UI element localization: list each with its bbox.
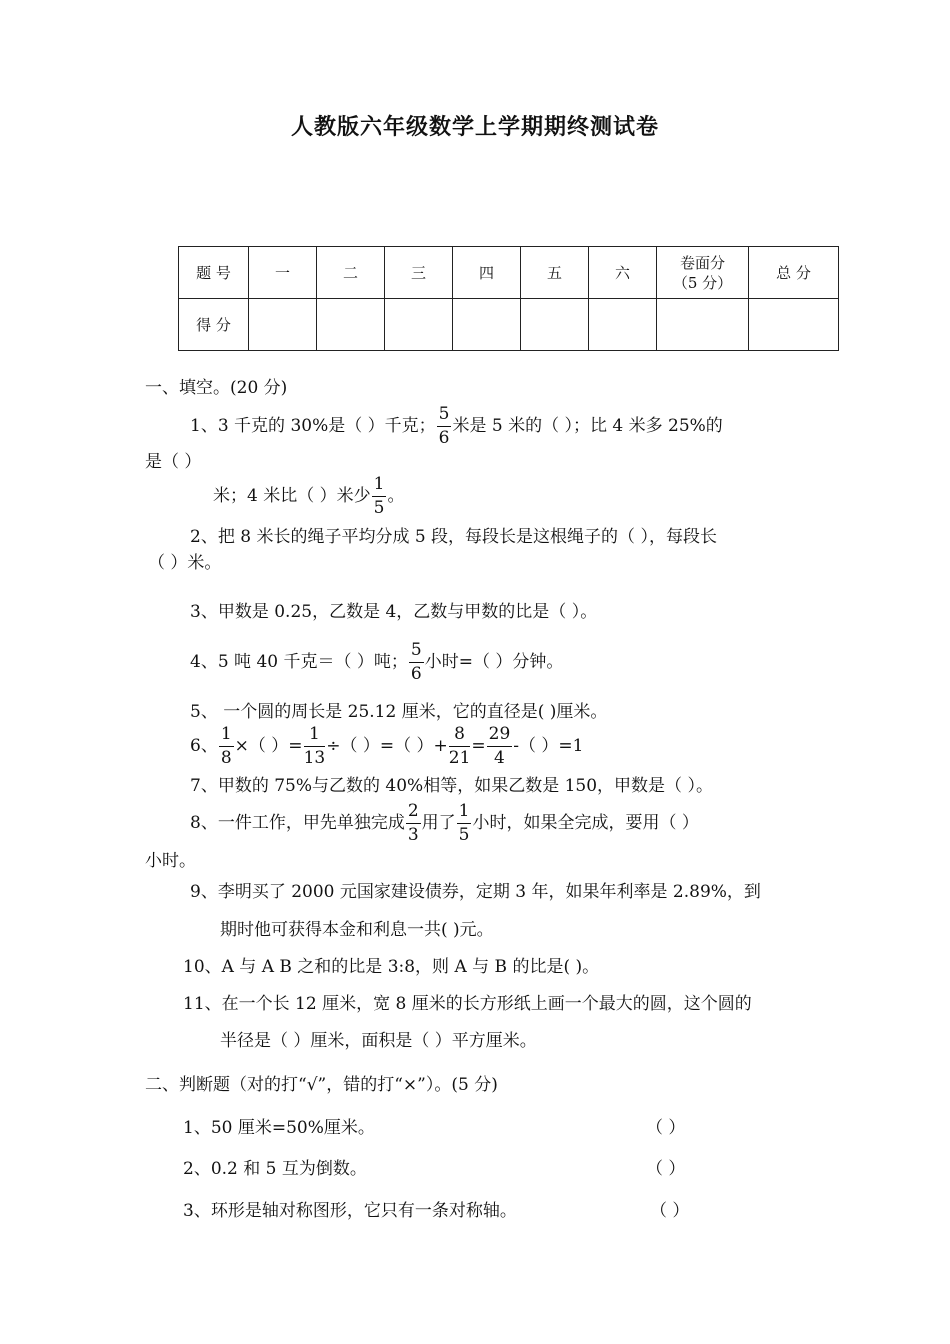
question-11-line2: 半径是（ ）厘米，面积是（ ）平方厘米。 bbox=[220, 1031, 537, 1051]
fraction bbox=[409, 642, 424, 683]
denominator: 6 bbox=[438, 428, 450, 448]
q6-text-2: ÷（ ）=（ ）+ bbox=[326, 736, 448, 756]
score-table bbox=[178, 246, 839, 351]
section2-heading: 二、判断题（对的打“√”，错的打“×”）。(5 分) bbox=[145, 1075, 498, 1095]
numerator: 5 bbox=[409, 642, 424, 663]
question-6 bbox=[190, 726, 584, 767]
question-1-line2: 是（ ） bbox=[145, 452, 202, 472]
question-2-line2: （ ）米。 bbox=[148, 553, 222, 573]
judgement-item-3-text: 3、环形是轴对称图形，它只有一条对称轴。 bbox=[183, 1201, 517, 1221]
question-9-line1: 9、李明买了 2000 元国家建设债券，定期 3 年，如果年利率是 2.89%，到 bbox=[190, 882, 761, 902]
question-3: 3、甲数是 0.25，乙数是 4，乙数与甲数的比是（ ）。 bbox=[190, 602, 598, 622]
q6-text-4: -（ ）=1 bbox=[513, 736, 584, 756]
fraction bbox=[487, 726, 513, 767]
q4-text-a: 4、5 吨 40 千克＝（ ）吨； bbox=[190, 652, 408, 672]
fraction bbox=[372, 476, 387, 517]
numerator: 5 bbox=[437, 406, 452, 427]
q6-text-1: ×（ ）= bbox=[234, 736, 303, 756]
header-cell-1: 一 bbox=[249, 247, 317, 299]
presentation-label: 卷面分 bbox=[679, 253, 725, 272]
fraction bbox=[304, 726, 326, 767]
question-11-line1: 11、在一个长 12 厘米，宽 8 厘米的长方形纸上画一个最大的圆，这个圆的 bbox=[183, 994, 752, 1014]
q6-text-3: = bbox=[471, 736, 486, 756]
question-1-line3 bbox=[213, 476, 404, 517]
question-4 bbox=[190, 642, 563, 683]
q1-text-b: 米是 5 米的（ ）；比 4 米多 25%的 bbox=[452, 416, 723, 436]
header-cell-5: 五 bbox=[521, 247, 589, 299]
score-cell-6[interactable] bbox=[589, 299, 657, 351]
denominator: 4 bbox=[494, 748, 505, 768]
score-row-label: 得 分 bbox=[179, 299, 249, 351]
judgement-item-2-text: 2、0.2 和 5 互为倒数。 bbox=[183, 1159, 367, 1179]
q1-text-a: 1、3 千克的 30%是（ ）千克； bbox=[190, 416, 436, 436]
score-cell-4[interactable] bbox=[453, 299, 521, 351]
fraction bbox=[406, 803, 421, 844]
fraction bbox=[457, 803, 472, 844]
q1-text-e: 。 bbox=[387, 486, 405, 506]
section1-heading: 一、填空。(20 分) bbox=[145, 378, 288, 398]
score-cell-total[interactable] bbox=[749, 299, 839, 351]
judgement-item-2-answer[interactable]: （ ） bbox=[646, 1159, 686, 1179]
q8-text-a: 8、一件工作，甲先单独完成 bbox=[190, 813, 405, 833]
q1-text-d: 米；4 米比（ ）米少 bbox=[213, 486, 371, 506]
header-cell-total: 总 分 bbox=[749, 247, 839, 299]
numerator: 1 bbox=[304, 726, 326, 747]
denominator: 21 bbox=[448, 748, 471, 768]
score-cell-3[interactable] bbox=[385, 299, 453, 351]
denominator: 8 bbox=[220, 748, 232, 768]
score-cell-2[interactable] bbox=[317, 299, 385, 351]
fraction bbox=[219, 726, 234, 767]
numerator: 1 bbox=[457, 803, 472, 824]
numerator: 2 bbox=[406, 803, 421, 824]
numerator: 8 bbox=[449, 726, 471, 747]
header-cell-6: 六 bbox=[589, 247, 657, 299]
judgement-item-3-answer[interactable]: （ ） bbox=[650, 1201, 690, 1221]
question-9-line2: 期时他可获得本金和利息一共( )元。 bbox=[220, 920, 494, 940]
denominator: 13 bbox=[303, 748, 326, 768]
q8-text-b: 用了 bbox=[421, 813, 456, 833]
question-8-line1 bbox=[190, 803, 699, 844]
numerator: 29 bbox=[487, 726, 513, 747]
denominator: 3 bbox=[407, 825, 419, 845]
header-cell-3: 三 bbox=[385, 247, 453, 299]
question-2-line1: 2、把 8 米长的绳子平均分成 5 段，每段长是这根绳子的（ ），每段长 bbox=[190, 527, 717, 547]
numerator: 1 bbox=[372, 476, 387, 497]
question-10: 10、A 与 A B 之和的比是 3:8，则 A 与 B 的比是( )。 bbox=[183, 957, 600, 977]
question-8-line2: 小时。 bbox=[145, 851, 196, 871]
judgement-item-1-text: 1、50 厘米=50%厘米。 bbox=[183, 1118, 375, 1138]
q4-text-b: 小时=（ ）分钟。 bbox=[424, 652, 564, 672]
score-cell-presentation[interactable] bbox=[657, 299, 749, 351]
judgement-item-1-answer[interactable]: （ ） bbox=[646, 1118, 686, 1138]
question-5: 5、 一个圆的周长是 25.12 厘米，它的直径是( )厘米。 bbox=[190, 702, 608, 722]
q6-label: 6、 bbox=[190, 736, 218, 756]
denominator: 5 bbox=[373, 498, 385, 518]
question-1-line1 bbox=[190, 406, 723, 447]
header-cell-label: 题 号 bbox=[179, 247, 249, 299]
score-cell-1[interactable] bbox=[249, 299, 317, 351]
header-cell-4: 四 bbox=[453, 247, 521, 299]
q8-text-c: 小时，如果全完成，要用（ ） bbox=[472, 813, 699, 833]
question-7: 7、甲数的 75%与乙数的 40%相等，如果乙数是 150，甲数是（ ）。 bbox=[190, 776, 713, 796]
denominator: 6 bbox=[410, 664, 422, 684]
fraction bbox=[437, 406, 452, 447]
header-cell-2: 二 bbox=[317, 247, 385, 299]
fraction bbox=[449, 726, 471, 767]
page-title: 人教版六年级数学上学期期终测试卷 bbox=[290, 115, 659, 140]
presentation-points: （5 分） bbox=[672, 273, 733, 292]
score-cell-5[interactable] bbox=[521, 299, 589, 351]
header-cell-presentation bbox=[657, 247, 749, 299]
denominator: 5 bbox=[458, 825, 470, 845]
numerator: 1 bbox=[219, 726, 234, 747]
